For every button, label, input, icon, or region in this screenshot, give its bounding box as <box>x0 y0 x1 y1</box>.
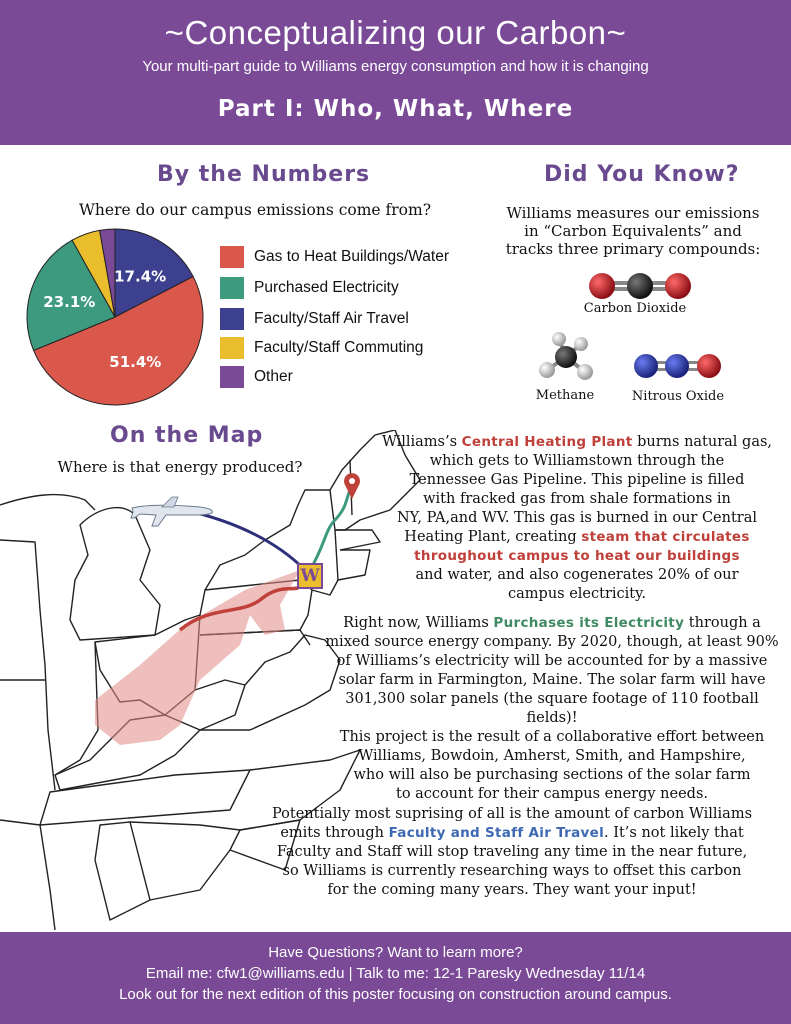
p2-text: solar farm in Farmington, Maine. The solar farm will have <box>338 672 766 688</box>
electricity-paragraph <box>322 614 782 804</box>
legend-item-other <box>220 365 293 389</box>
did-you-know-line2: in “Carbon Equivalents” and <box>524 222 742 240</box>
p1-text: which gets to Williamstown through the <box>429 453 725 469</box>
central-heating-plant-highlight: Central Heating Plant <box>461 434 633 450</box>
p2-text: who will also be purchasing sections of the solar farm <box>353 767 751 783</box>
footer-line-contact: Email me: cfw1@williams.edu | Talk to me: 12-1 Paresky Wednesday 11/14 <box>145 965 646 982</box>
molecule-label-co2: Carbon Dioxide <box>583 301 687 316</box>
footer-banner <box>0 932 791 1024</box>
p2-text: through a <box>684 615 761 631</box>
steam-highlight: steam that circulates <box>581 529 750 545</box>
p1-text: campus electricity. <box>508 586 646 602</box>
p3-text: for the coming many years. They want your input! <box>327 882 697 898</box>
molecule-label-n2o: Nitrous Oxide <box>631 389 725 404</box>
nitrous-oxide-molecule-icon <box>632 350 724 382</box>
legend-item-commuting <box>220 336 423 360</box>
p2-text: 301,300 solar panels (the square footage of 110 football fields)! <box>345 691 759 726</box>
numbers-question: Where do our campus emissions come from? <box>78 201 432 219</box>
williams-w-marker: W <box>297 563 323 589</box>
p2-text: to account for their campus energy needs. <box>396 786 708 802</box>
pie-data-label: 23.1% <box>43 293 96 312</box>
legend-swatch <box>220 277 244 299</box>
legend-item-electricity <box>220 276 399 300</box>
p1-text: Tennessee Gas Pipeline. This pipeline is filled <box>409 472 745 488</box>
legend-label: Gas to Heat Buildings/Water <box>254 248 449 265</box>
p2-text: Williams, Bowdoin, Amherst, Smith, and Hampshire, <box>358 748 746 764</box>
did-you-know-line3: tracks three primary compounds: <box>505 240 761 258</box>
legend-swatch <box>220 366 244 388</box>
map-question: Where is that energy produced? <box>57 458 303 476</box>
footer-line-next-edition: Look out for the next edition of this poster focusing on construction around campus. <box>119 986 672 1003</box>
p3-text: so Williams is currently researching ways to offset this carbon <box>282 863 742 879</box>
emissions-pie-chart <box>20 222 210 412</box>
legend-label: Other <box>254 368 293 385</box>
p1-text: with fracked gas from shale formations in <box>423 491 731 507</box>
p2-text: of Williams’s electricity will be accounted for by a massive <box>336 653 768 669</box>
numbers-heading: By the Numbers <box>157 162 371 187</box>
methane-molecule-icon <box>535 330 597 382</box>
pie-data-label: 17.4% <box>114 267 167 286</box>
did-you-know-heading: Did You Know? <box>544 162 740 187</box>
air-travel-paragraph <box>262 805 762 900</box>
footer-line-questions: Have Questions? Want to learn more? <box>268 944 523 961</box>
steam-highlight-2: throughout campus to heat our buildings <box>414 548 740 564</box>
p3-text: Potentially most suprising of all is the amount of carbon Williams <box>271 806 753 822</box>
legend-item-air-travel <box>220 307 409 331</box>
p1-text: NY, PA,and WV. This gas is burned in our Central <box>396 510 758 526</box>
legend-label: Purchased Electricity <box>254 279 399 296</box>
poster-subtitle: Your multi-part guide to Williams energy consumption and how it is changing <box>142 58 649 75</box>
molecule-label-methane: Methane <box>535 388 595 403</box>
map-heading: On the Map <box>110 423 264 448</box>
p2-text: Right now, Williams <box>343 615 494 631</box>
purchases-electricity-highlight: Purchases its Electricity <box>493 615 685 631</box>
map-pin-icon <box>343 472 361 500</box>
p1-text: and water, and also cogenerates 20% of our <box>415 567 739 583</box>
p3-text: emits through <box>280 825 389 841</box>
p1-text: burns natural gas, <box>632 434 773 450</box>
p1-text: Heating Plant, creating <box>404 529 582 545</box>
p2-text: This project is the result of a collaborative effort between <box>339 729 765 745</box>
legend-swatch <box>220 246 244 268</box>
legend-label: Faculty/Staff Commuting <box>254 339 424 356</box>
air-travel-highlight: Faculty and Staff Air Travel <box>388 825 605 841</box>
legend-swatch <box>220 308 244 330</box>
carbon-dioxide-molecule-icon <box>580 268 700 304</box>
heating-plant-paragraph <box>372 433 782 604</box>
legend-swatch <box>220 337 244 359</box>
p3-text: Faculty and Staff will stop traveling any time in the near future, <box>276 844 748 860</box>
legend-item-gas <box>220 245 449 269</box>
p1-text: Williams’s <box>381 434 462 450</box>
pie-data-label: 51.4% <box>109 352 162 371</box>
p3-text: . It’s not likely that <box>604 825 744 841</box>
part-heading: Part I: Who, What, Where <box>217 96 574 122</box>
poster-title: ~Conceptualizing our Carbon~ <box>164 14 627 51</box>
legend-label: Faculty/Staff Air Travel <box>254 310 409 327</box>
header-banner <box>0 0 791 145</box>
p2-text: mixed source energy company. By 2020, though, at least 90% <box>325 634 779 650</box>
did-you-know-line1: Williams measures our emissions <box>506 204 760 222</box>
airplane-icon <box>128 494 216 528</box>
